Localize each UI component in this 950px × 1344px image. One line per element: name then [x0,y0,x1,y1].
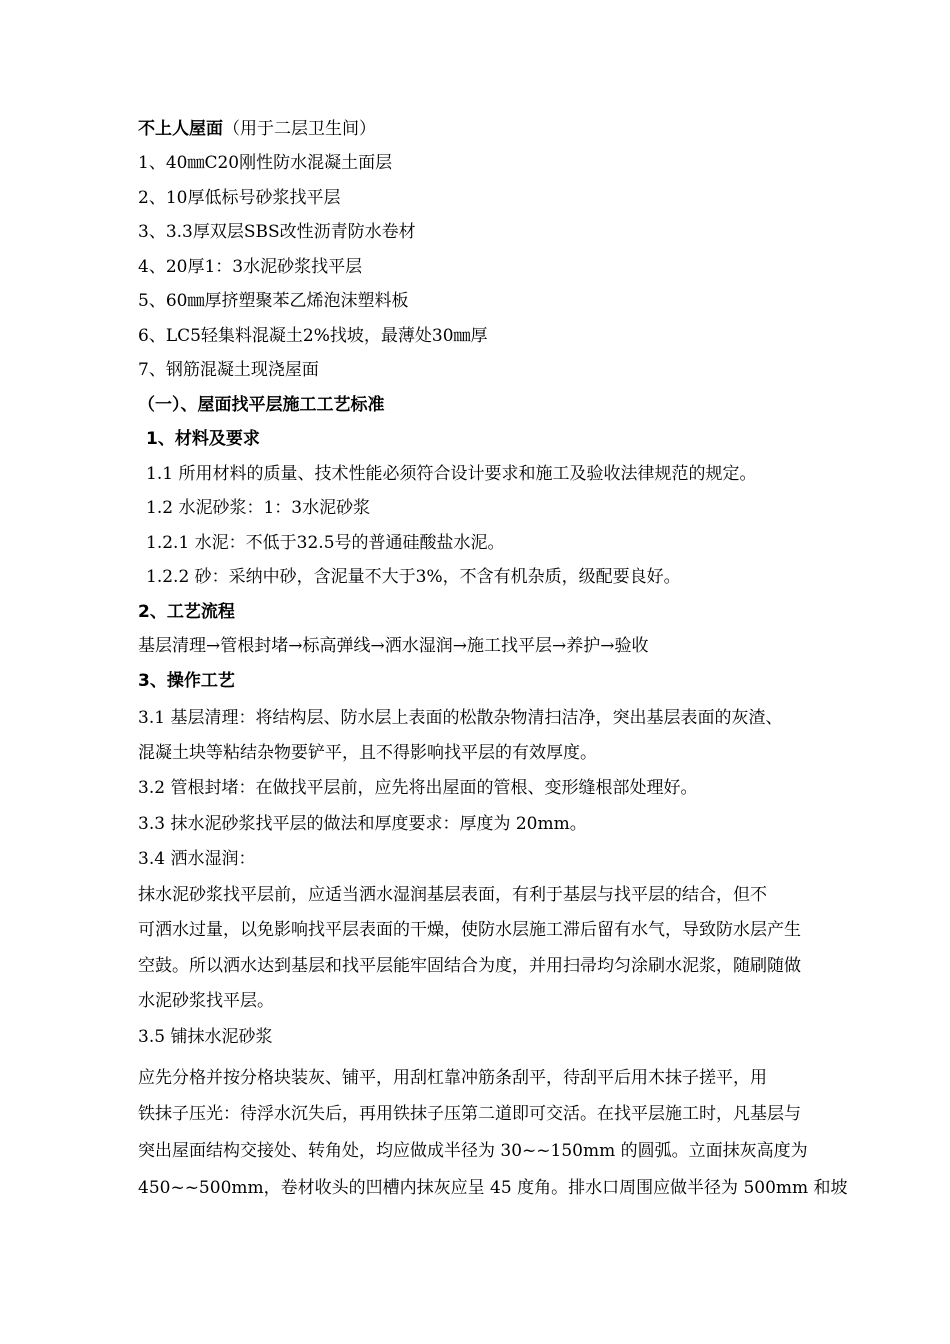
operation-3-5-line-3: 突出屋面结构交接处、转角处，均应做成半径为 30~~150mm 的圆弧。立面抹灰高度为 [138,1141,808,1161]
materials-item-1-2-2: 1.2.2 砂：采纳中砂，含泥量不大于3%，不含有机杂质，级配要良好。 [146,567,681,587]
operation-3-5-line-2: 铁抹子压光：待浮水沉失后，再用铁抹子压第二道即可交活。在找平层施工时，凡基层与 [138,1104,801,1124]
operation-3-4-title: 3.4 洒水湿润： [138,849,256,869]
roof-layer-6: 6、LC5轻集料混凝土2%找坡，最薄处30㎜厚 [138,326,488,346]
roof-title-note: （用于二层卫生间） [223,119,376,139]
operation-3-4-line-1: 抹水泥砂浆找平层前，应适当洒水湿润基层表面，有利于基层与找平层的结合，但不 [138,885,767,905]
materials-heading: 1、材料及要求 [146,429,260,449]
roof-layer-4: 4、20厚1：3水泥砂浆找平层 [138,257,363,277]
roof-layer-2: 2、10厚低标号砂浆找平层 [138,188,341,208]
operation-3-4-line-3: 空鼓。所以洒水达到基层和找平层能牢固结合为度，并用扫帚均匀涂刷水泥浆，随刷随做 [138,956,801,976]
materials-item-1-2-1: 1.2.1 水泥：不低于32.5号的普通硅酸盐水泥。 [146,533,505,553]
operation-heading: 3、操作工艺 [138,671,235,691]
operation-3-3: 3.3 抹水泥砂浆找平层的做法和厚度要求：厚度为 20mm。 [138,814,587,834]
operation-3-4-line-2: 可洒水过量，以免影响找平层表面的干燥，使防水层施工滞后留有水气，导致防水层产生 [138,920,801,940]
process-heading: 2、工艺流程 [138,602,235,622]
roof-layer-5: 5、60㎜厚挤塑聚苯乙烯泡沫塑料板 [138,291,409,311]
section-heading: （一）、屋面找平层施工工艺标准 [138,395,385,415]
process-flow: 基层清理→管根封堵→标高弹线→洒水湿润→施工找平层→养护→验收 [138,636,649,656]
operation-3-1-line-1: 3.1 基层清理：将结构层、防水层上表面的松散杂物清扫洁净，突出基层表面的灰渣、 [138,708,783,728]
operation-3-5-line-1: 应先分格并按分格块装灰、铺平，用刮杠靠冲筋条刮平，待刮平后用木抹子搓平，用 [138,1068,767,1088]
operation-3-4-line-4: 水泥砂浆找平层。 [138,991,274,1011]
operation-3-5-line-4: 450~~500mm，卷材收头的凹槽内抹灰应呈 45 度角。排水口周围应做半径为 500mm 和坡 [138,1178,848,1198]
roof-layer-7: 7、钢筋混凝土现浇屋面 [138,360,319,380]
roof-title [138,118,376,140]
roof-layer-1: 1、40㎜C20刚性防水混凝土面层 [138,153,393,173]
materials-item-1-2: 1.2 水泥砂浆：1：3水泥砂浆 [146,498,371,518]
operation-3-1-line-2: 混凝土块等粘结杂物要铲平，且不得影响找平层的有效厚度。 [138,743,597,763]
roof-title-bold: 不上人屋面 [138,119,223,139]
roof-layer-3: 3、3.3厚双层SBS改性沥青防水卷材 [138,222,416,242]
operation-3-5-title: 3.5 铺抹水泥砂浆 [138,1027,273,1047]
materials-item-1-1: 1.1 所用材料的质量、技术性能必须符合设计要求和施工及验收法律规范的规定。 [146,464,757,484]
operation-3-2: 3.2 管根封堵：在做找平层前，应先将出屋面的管根、变形缝根部处理好。 [138,778,698,798]
